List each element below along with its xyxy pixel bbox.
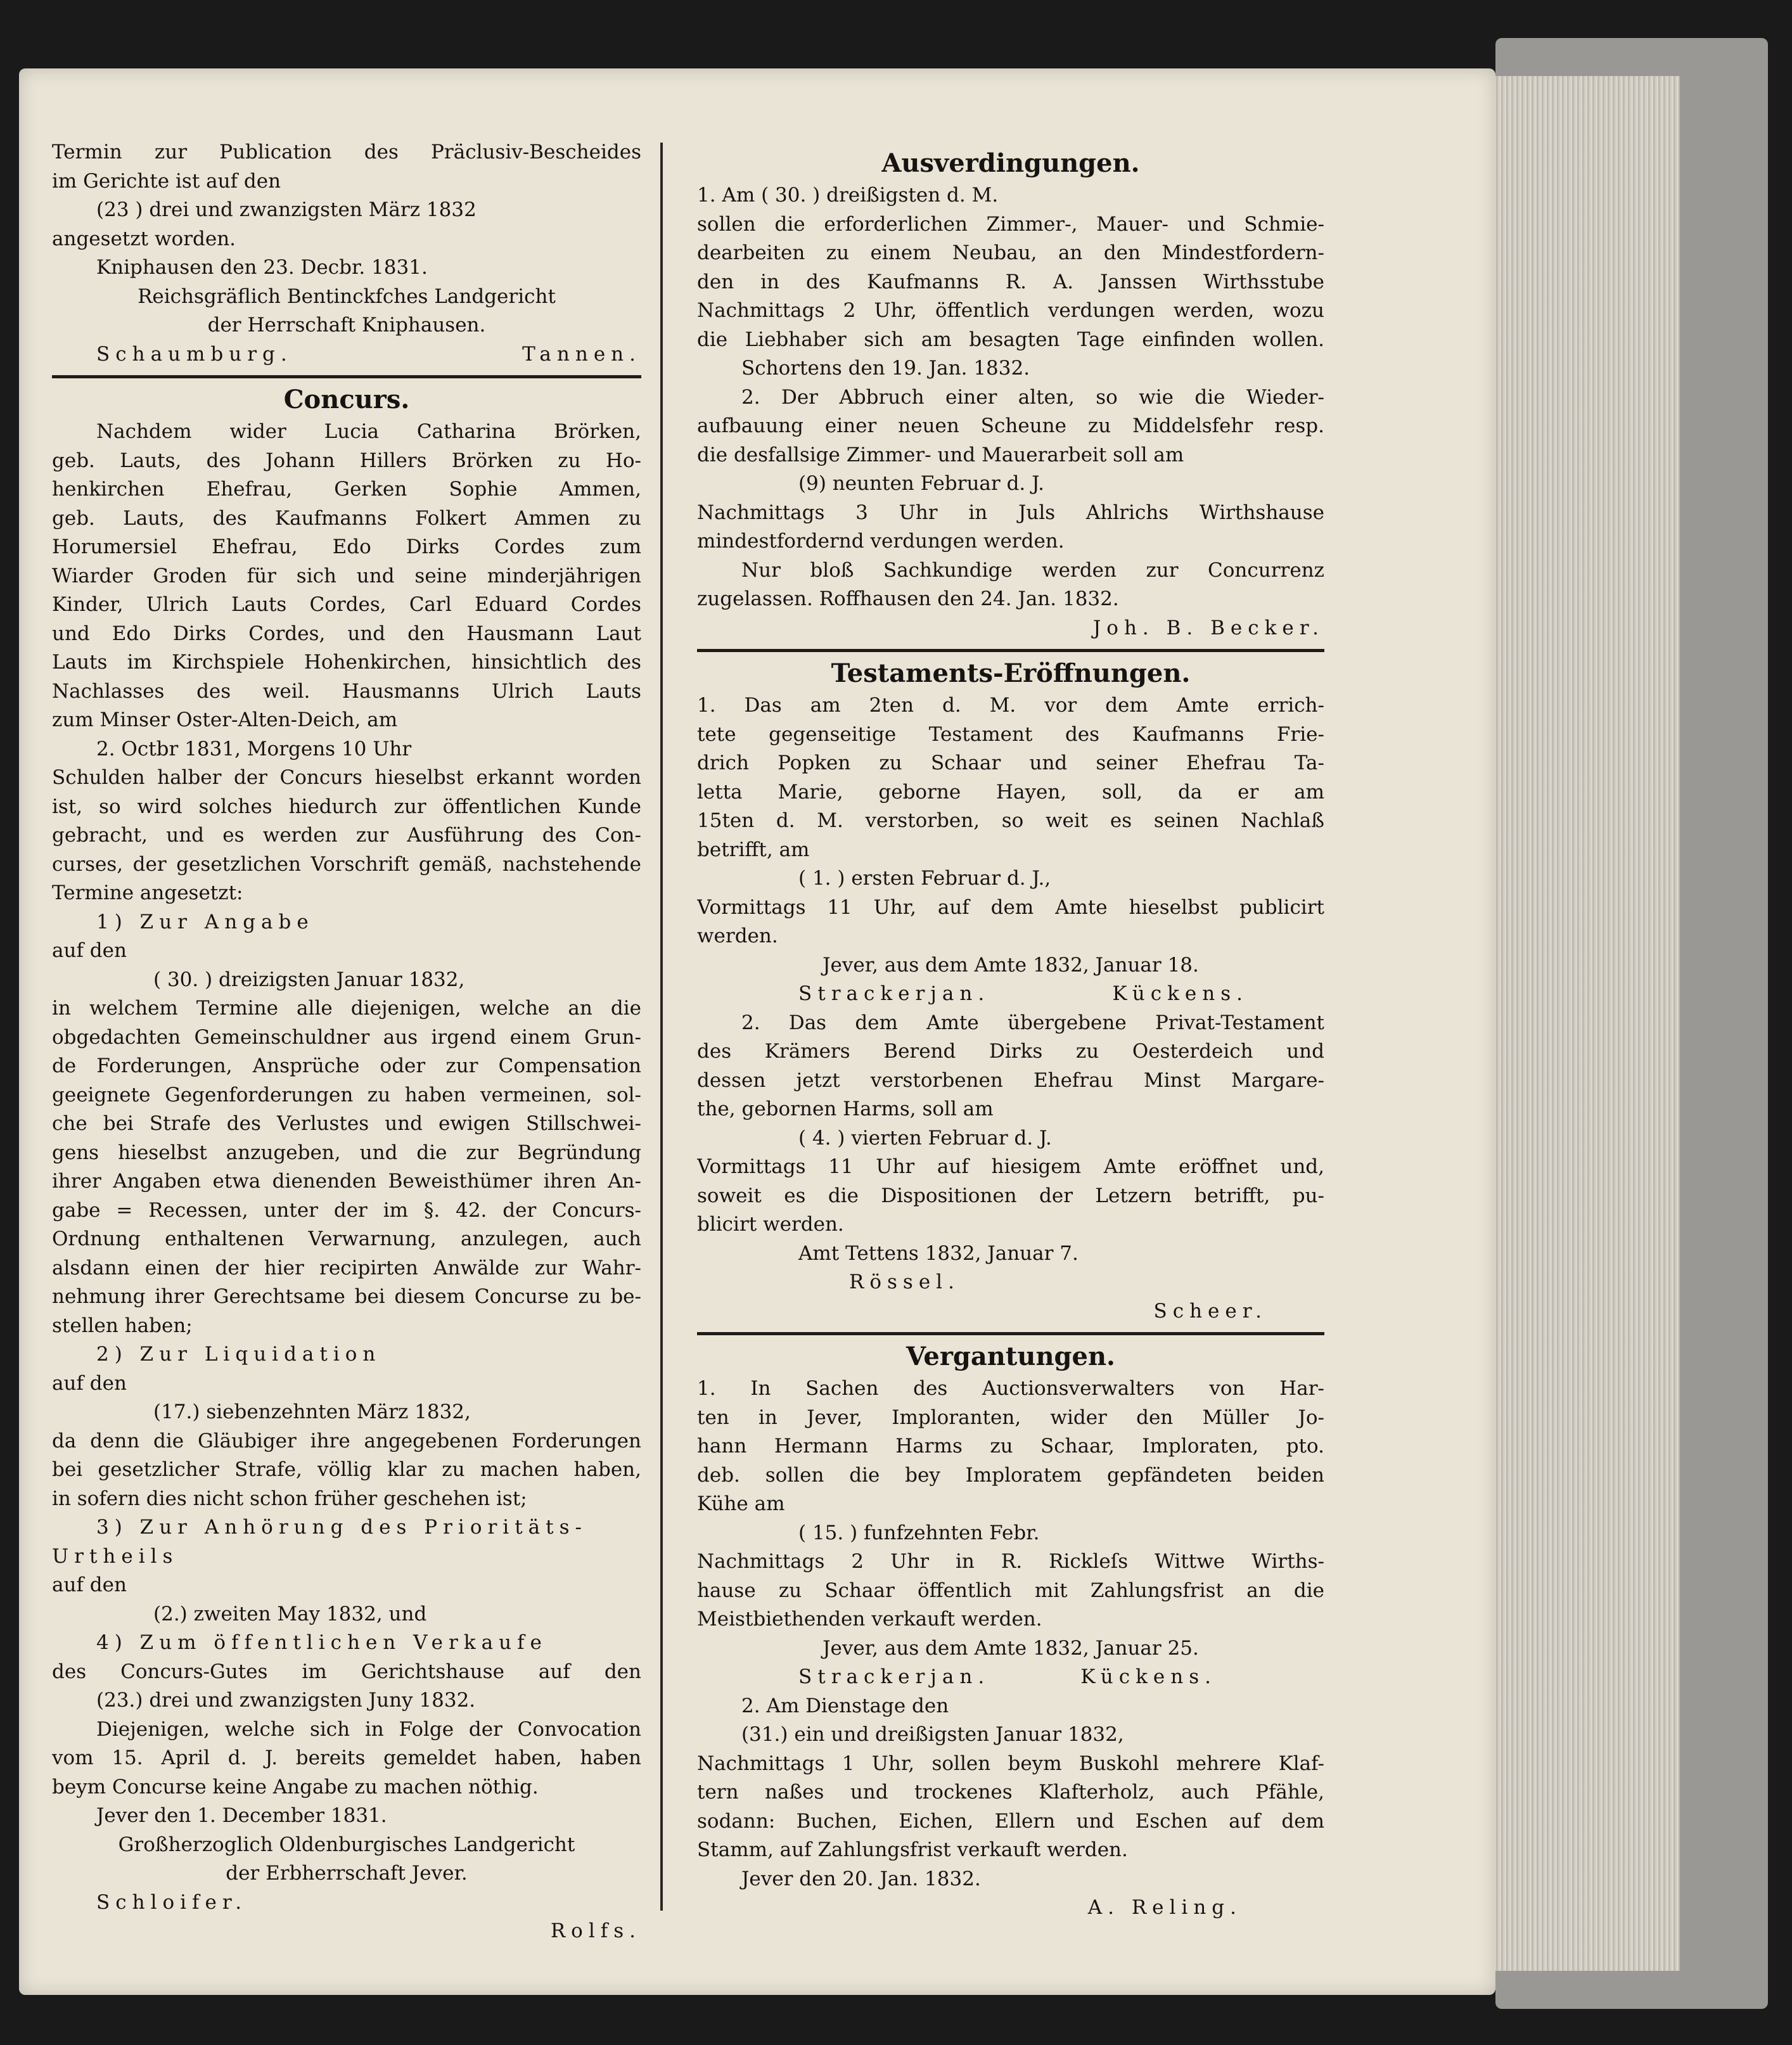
text-line: Nachmittags 2 Uhr in R. Rickleſs Wittwe Wirths- xyxy=(697,1550,1324,1573)
place-date: Jever, aus dem Amte 1832, Januar 25. xyxy=(822,1636,1199,1660)
signatures xyxy=(52,340,641,369)
left-column xyxy=(52,138,641,1946)
place-date: Jever den 20. Jan. 1832. xyxy=(741,1867,981,1890)
text-line: Nachmittags 3 Uhr in Juls Ahlrichs Wirthshause xyxy=(697,501,1324,524)
date-line: ( 30. ) dreizigsten Januar 1832, xyxy=(153,968,465,991)
subheading: 3) Zur Anhörung des Prioritäts- xyxy=(96,1516,587,1539)
text-line: mindestfordernd verdungen werden. xyxy=(697,530,1065,553)
date-line: 2. Octbr 1831, Morgens 10 Uhr xyxy=(96,737,412,760)
text-line: Termine angesetzt: xyxy=(52,881,243,904)
text-line: dearbeiten zu einem Neubau, an den Mindestfordern- xyxy=(697,241,1324,264)
text-line: obgedachten Gemeinschuldner aus irgend einem Grun- xyxy=(52,1025,641,1049)
signature: Kückens. xyxy=(1112,982,1248,1005)
date-line: ( 15. ) funfzehnten Febr. xyxy=(798,1521,1040,1544)
text-line: des Krämers Berend Dirks zu Oesterdeich und xyxy=(697,1040,1324,1063)
place-date: Jever, aus dem Amte 1832, Januar 18. xyxy=(822,953,1199,977)
subheading: 2) Zur Liquidation xyxy=(96,1343,381,1366)
text-line: des Concurs-Gutes im Gerichtshause auf den xyxy=(52,1660,641,1683)
text-line: da denn die Gläubiger ihre angegebenen Forderungen xyxy=(52,1429,641,1452)
text-line: Kinder, Ulrich Lauts Cordes, Carl Eduard Cordes xyxy=(52,593,641,616)
column-divider xyxy=(660,143,663,1911)
text-line: 1. In Sachen des Auctionsverwalters von Har- xyxy=(697,1377,1324,1400)
text-line: im Gerichte ist auf den xyxy=(52,169,281,193)
text-line: Wiarder Groden für sich und seine minderjährigen xyxy=(52,564,641,587)
text-line: 2. Der Abbruch einer alten, so wie die Wieder- xyxy=(741,385,1324,409)
text-line: Nur bloß Sachkundige werden zur Concurrenz xyxy=(741,558,1324,582)
text-line: nehmung ihrer Gerechtsame bei diesem Concurse zu be- xyxy=(52,1285,641,1308)
subheading: 4) Zum öffentlichen Verkaufe xyxy=(96,1631,547,1654)
signature: Joh. B. Becker. xyxy=(1092,616,1324,639)
text-line: Ordnung enthaltenen Verwarnung, anzulegen, auch xyxy=(52,1228,641,1250)
text-line: sodann: Buchen, Eichen, Ellern und Eschen auf dem xyxy=(697,1809,1324,1833)
signature: Rössel. xyxy=(849,1271,960,1293)
text-line: blicirt werden. xyxy=(697,1213,844,1236)
section-heading: Vergantungen. xyxy=(906,1342,1115,1371)
date-line: (23.) drei und zwanzigsten Juny 1832. xyxy=(96,1689,476,1712)
text-line: Termin zur Publication des Präclusiv-Bescheides xyxy=(52,141,641,163)
signature: Scheer. xyxy=(1153,1299,1267,1323)
text-line: in welchem Termine alle diejenigen, welche an die xyxy=(52,997,641,1020)
text-line: soweit es die Dispositionen der Letzern betrifft, pu- xyxy=(697,1184,1324,1207)
subheading: Urtheils xyxy=(52,1544,179,1568)
text-line: aufbauung einer neuen Scheune zu Middelsfehr resp. xyxy=(697,414,1324,437)
text-line: dessen jetzt verstorbenen Ehefrau Minst Margare- xyxy=(697,1068,1324,1092)
text-line: sollen die erforderlichen Zimmer-, Mauer- und Schmie- xyxy=(697,212,1324,236)
place-date: zugelassen. Roffhausen den 24. Jan. 1832. xyxy=(697,587,1119,610)
text-line: drich Popken zu Schaar und seiner Ehefrau Ta- xyxy=(697,752,1324,774)
text-line: ihrer Angaben etwa dienenden Beweisthümer ihren An- xyxy=(52,1170,641,1193)
signature: A. Reling. xyxy=(1087,1896,1242,1919)
text-line: auf den xyxy=(52,1371,127,1395)
text-line: curses, der gesetzlichen Vorschrift gemäß, nachstehende xyxy=(52,852,641,876)
text-line: Vormittags 11 Uhr, auf dem Amte hieselbst publicirt xyxy=(697,895,1324,919)
text-line: ist, so wird solches hiedurch zur öffentlichen Kunde xyxy=(52,795,641,818)
date-line: ( 4. ) vierten Februar d. J. xyxy=(798,1126,1052,1150)
text-line: alsdann einen der hier recipirten Anwälde zur Wahr- xyxy=(52,1256,641,1279)
section-heading: Testaments-Eröffnungen. xyxy=(831,658,1191,688)
text-line: vom 15. April d. J. bereits gemeldet haben, haben xyxy=(52,1747,641,1769)
place-date: Jever den 1. December 1831. xyxy=(96,1804,387,1827)
date-line: 1. Am ( 30. ) dreißigsten d. M. xyxy=(697,184,999,207)
text-line: in sofern dies nicht schon früher geschehen ist; xyxy=(52,1487,527,1510)
date-line: (31.) ein und dreißigsten Januar 1832, xyxy=(741,1723,1124,1746)
date-line: (2.) zweiten May 1832, und xyxy=(153,1602,427,1625)
text-line: geeignete Gegenforderungen zu haben vermeinen, sol- xyxy=(52,1083,641,1106)
court-name: der Erbherrschaft Jever. xyxy=(226,1862,468,1885)
text-line: ten in Jever, Imploranten, wider den Müller Jo- xyxy=(697,1406,1324,1429)
text-line: Lauts im Kirchspiele Hohenkirchen, hinsichtlich des xyxy=(52,651,641,674)
section-rule xyxy=(52,375,641,378)
place-date: Kniphausen den 23. Decbr. 1831. xyxy=(96,256,428,279)
signature: Rolfs. xyxy=(550,1920,641,1942)
date-line: ( 1. ) ersten Februar d. J., xyxy=(798,867,1051,890)
text-line: deb. sollen die bey Imploratem gepfändeten beiden xyxy=(697,1463,1324,1487)
signature: Schaumburg. xyxy=(96,342,293,366)
signature: Strackerjan. xyxy=(798,1665,990,1688)
text-line: Nachmittags 2 Uhr, öffentlich verdungen werden, wozu xyxy=(697,299,1324,322)
text-line: Vormittags 11 Uhr auf hiesigem Amte eröffnet und, xyxy=(697,1155,1324,1178)
text-line: Nachlasses des weil. Hausmanns Ulrich Lauts xyxy=(52,679,641,703)
text-line: henkirchen Ehefrau, Gerken Sophie Ammen, xyxy=(52,478,641,501)
date-line: (9) neunten Februar d. J. xyxy=(798,472,1044,495)
text-line: letta Marie, geborne Hayen, soll, da er am xyxy=(697,780,1324,804)
signature: Tannen. xyxy=(522,342,641,366)
section-rule xyxy=(697,1332,1324,1335)
signature: Strackerjan. xyxy=(798,982,990,1005)
right-column xyxy=(697,146,1324,1923)
text-line: geb. Lauts, des Johann Hillers Brörken zu Ho- xyxy=(52,449,641,472)
signature: Schloifer. xyxy=(96,1890,248,1914)
text-line: geb. Lauts, des Kaufmanns Folkert Ammen zu xyxy=(52,506,641,530)
text-line: 2. Das dem Amte übergebene Privat-Testament xyxy=(741,1011,1324,1034)
text-line: auf den xyxy=(52,1574,127,1596)
text-line: the, gebornen Harms, soll am xyxy=(697,1098,994,1120)
signatures xyxy=(697,1663,1324,1692)
text-line: tete gegenseitige Testament des Kaufmanns Frie- xyxy=(697,722,1324,746)
text-line: Stamm, auf Zahlungsfrist verkauft werden. xyxy=(697,1838,1128,1861)
text-line: 15ten d. M. verstorben, so weit es seinen Nachlaß xyxy=(697,809,1324,832)
signature: Kückens. xyxy=(1080,1665,1217,1688)
text-line: Nachdem wider Lucia Catharina Brörken, xyxy=(96,420,641,443)
section-rule xyxy=(697,649,1324,652)
text-line: gebracht, und es werden zur Ausführung des Con- xyxy=(52,824,641,847)
date-line: (23 ) drei und zwanzigsten März 1832 xyxy=(96,198,477,221)
text-line: auf den xyxy=(52,939,127,962)
text-line: 1. Das am 2ten d. M. vor dem Amte errich- xyxy=(697,694,1324,717)
text-line: Kühe am xyxy=(697,1492,785,1515)
text-line: werden. xyxy=(697,925,778,947)
text-line: die desfallsige Zimmer- und Mauerarbeit soll am xyxy=(697,443,1184,466)
text-line: die Liebhaber sich am besagten Tage einfinden wollen. xyxy=(697,328,1324,351)
text-line: Diejenigen, welche sich in Folge der Convocation xyxy=(96,1717,641,1741)
text-line: gabe = Recessen, unter der im §. 42. der Concurs- xyxy=(52,1198,641,1222)
section-heading: Ausverdingungen. xyxy=(881,148,1140,178)
text-line: Schulden halber der Concurs hieselbst erkannt worden xyxy=(52,766,641,789)
text-line: gens hieselbst anzugeben, und die zur Begründung xyxy=(52,1141,641,1164)
place-date: Schortens den 19. Jan. 1832. xyxy=(741,357,1030,380)
text-line: de Forderungen, Ansprüche oder zur Compensation xyxy=(52,1055,641,1077)
text-line: stellen haben; xyxy=(52,1314,193,1337)
date-line: (17.) siebenzehnten März 1832, xyxy=(153,1401,471,1423)
place-date: Amt Tettens 1832, Januar 7. xyxy=(798,1241,1078,1265)
text-line: tern naßes und trockenes Klafterholz, auch Pfähle, xyxy=(697,1781,1324,1804)
text-line: bei gesetzlicher Strafe, völlig klar zu machen haben, xyxy=(52,1458,641,1481)
text-line: hann Hermann Harms zu Schaar, Imploraten, pto. xyxy=(697,1435,1324,1458)
court-name: Reichsgräflich Bentinckfches Landgericht xyxy=(138,285,556,308)
text-line: angesetzt worden. xyxy=(52,227,236,250)
text-line: Horumersiel Ehefrau, Edo Dirks Cordes zum xyxy=(52,535,641,558)
text-line: che bei Strafe des Verlustes und ewigen Stillschwei- xyxy=(52,1112,641,1135)
text-line: betrifft, am xyxy=(697,838,810,861)
subheading: 1) Zur Angabe xyxy=(96,910,314,933)
text-line: beym Concurse keine Angabe zu machen nöthig. xyxy=(52,1775,539,1798)
text-line: Meistbiethenden verkauft werden. xyxy=(697,1608,1042,1631)
text-line: den in des Kaufmanns R. A. Janssen Wirthsstube xyxy=(697,270,1324,293)
text-line: und Edo Dirks Cordes, und den Hausmann Laut xyxy=(52,622,641,645)
text-line: hause zu Schaar öffentlich mit Zahlungsfrist an die xyxy=(697,1579,1324,1602)
section-heading: Concurs. xyxy=(283,385,410,414)
court-name: der Herrschaft Kniphausen. xyxy=(207,314,486,337)
text-line: Nachmittags 1 Uhr, sollen beym Buskohl mehrere Klaf- xyxy=(697,1752,1324,1775)
text-line: 2. Am Dienstage den xyxy=(741,1694,949,1717)
page-edges xyxy=(1480,76,1680,1971)
text-line: zum Minser Oster-Alten-Deich, am xyxy=(52,708,398,731)
court-name: Großherzoglich Oldenburgisches Landgericht xyxy=(118,1833,575,1856)
signatures xyxy=(697,980,1324,1009)
